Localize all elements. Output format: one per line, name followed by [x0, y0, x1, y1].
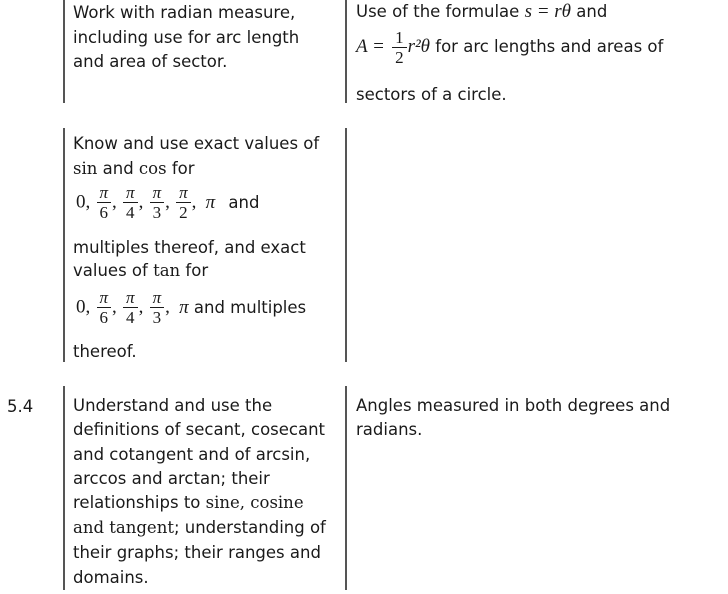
fraction-denominator: 3 — [152, 308, 162, 327]
notes-line — [356, 0, 607, 25]
fraction-numerator: π — [150, 183, 165, 203]
angle-list-tan: 0, $\frac{\pi}{6}$ , $\frac{\pi}{4}$ , $\frac{\pi}{3}$ , π and multiples — [76, 288, 307, 327]
fraction-denominator: 2 — [179, 203, 188, 222]
pi-over-2 — [176, 183, 191, 222]
notes-line: Angles measured in both degrees and — [356, 396, 671, 415]
cos-function: cos — [138, 159, 167, 178]
fraction-denominator: 2 — [395, 48, 404, 67]
pi-over-6 — [97, 183, 112, 222]
objective-line — [73, 516, 326, 541]
arc-length-formula: s = rθ — [524, 1, 572, 22]
zero-value: 0, — [76, 191, 91, 213]
rule-objective-left-row3 — [63, 386, 65, 590]
notes-line: sectors of a circle. — [356, 85, 507, 104]
notes-text: Use of the formulae — [356, 2, 525, 21]
objective-line: definitions of secant, cosecant — [73, 420, 326, 439]
objective-line: thereof. — [73, 342, 137, 361]
fraction-numerator: π — [97, 183, 112, 203]
rule-notes-left-row1 — [345, 0, 347, 103]
objective-line: including use for arc length — [73, 28, 300, 47]
objective-text: ; understanding of — [173, 518, 326, 537]
objective-line — [73, 491, 304, 516]
fraction-denominator: 4 — [126, 308, 135, 327]
objective-text: for — [166, 159, 195, 178]
section-reference: 5.4 — [7, 397, 34, 416]
objective-text: relationships to — [73, 493, 206, 512]
notes-text: for arc lengths and areas of — [430, 37, 664, 56]
objective-line: Understand and use the — [73, 396, 273, 415]
pi-symbol: π — [205, 191, 216, 213]
objective-text: values of — [73, 261, 154, 280]
half-fraction — [392, 28, 407, 67]
notes-line: radians. — [356, 420, 423, 439]
objective-line — [73, 259, 208, 284]
rule-notes-left-row2 — [345, 128, 347, 362]
pi-over-6 — [97, 288, 112, 327]
rule-objective-left-row1 — [63, 0, 65, 103]
fraction-denominator: 6 — [99, 308, 109, 327]
objective-line: arccos and arctan; their — [73, 469, 270, 488]
trig-names: and tangent — [73, 518, 174, 537]
objective-line: multiples thereof, and exact — [73, 238, 306, 257]
fraction-numerator: π — [150, 288, 165, 308]
objective-line: and cotangent and of arcsin, — [73, 445, 311, 464]
fraction-numerator: 1 — [392, 28, 407, 48]
pi-over-3 — [150, 183, 165, 222]
sin-function: sin — [73, 159, 98, 178]
rule-objective-left-row2 — [63, 128, 65, 362]
fraction-numerator: π — [123, 183, 138, 203]
objective-line: Know and use exact values of — [73, 134, 320, 153]
fraction-denominator: 4 — [126, 203, 135, 222]
objective-line: and area of sector. — [73, 52, 228, 71]
objective-text: and multiples — [193, 298, 307, 317]
objective-line: their graphs; their ranges and — [73, 543, 321, 562]
pi-over-4 — [123, 183, 138, 222]
pi-over-4 — [123, 288, 138, 327]
fraction-numerator: π — [123, 288, 138, 308]
rule-notes-left-row3 — [345, 386, 347, 590]
fraction-numerator: π — [176, 183, 191, 203]
pi-over-3 — [150, 288, 165, 327]
objective-line: domains. — [73, 568, 149, 587]
notes-text: and — [571, 2, 608, 21]
objective-line: Work with radian measure, — [73, 3, 296, 22]
fraction-numerator: π — [97, 288, 112, 308]
pi-symbol: π — [179, 296, 189, 318]
objective-text: and — [228, 193, 260, 212]
sector-area-formula-line — [356, 28, 663, 67]
objective-text: and — [97, 159, 139, 178]
tan-function: tan — [153, 261, 181, 280]
trig-names: sine, cosine — [205, 493, 304, 512]
objective-line — [73, 157, 195, 182]
fraction-denominator: 3 — [152, 203, 162, 222]
fraction-denominator: 6 — [99, 203, 109, 222]
angle-list-sin-cos: 0, $\frac{\pi}{6}$ , $\frac{\pi}{4}$ , $\frac{\pi}{3}$ , $\frac{\pi}{2}$ , π and — [76, 183, 260, 222]
objective-text: for — [180, 261, 209, 280]
area-rhs: r²θ — [407, 36, 431, 57]
area-lhs: A = — [356, 36, 385, 57]
zero-value: 0, — [76, 296, 91, 318]
